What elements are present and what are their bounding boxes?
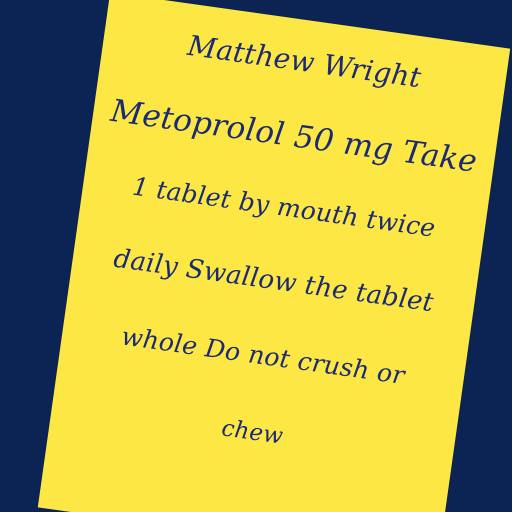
medication-line-1: Metoprolol 50 mg Take — [108, 92, 480, 180]
medication-line-3: daily Swallow the tablet — [111, 243, 436, 319]
patient-name: Matthew Wright — [185, 28, 424, 95]
medication-line-4: whole Do not crush or — [119, 321, 407, 390]
sticky-note — [38, 0, 510, 512]
medication-line-5: chew — [219, 415, 285, 450]
medication-line-2: 1 tablet by mouth twice — [130, 171, 438, 243]
prescription-text — [38, 0, 510, 512]
